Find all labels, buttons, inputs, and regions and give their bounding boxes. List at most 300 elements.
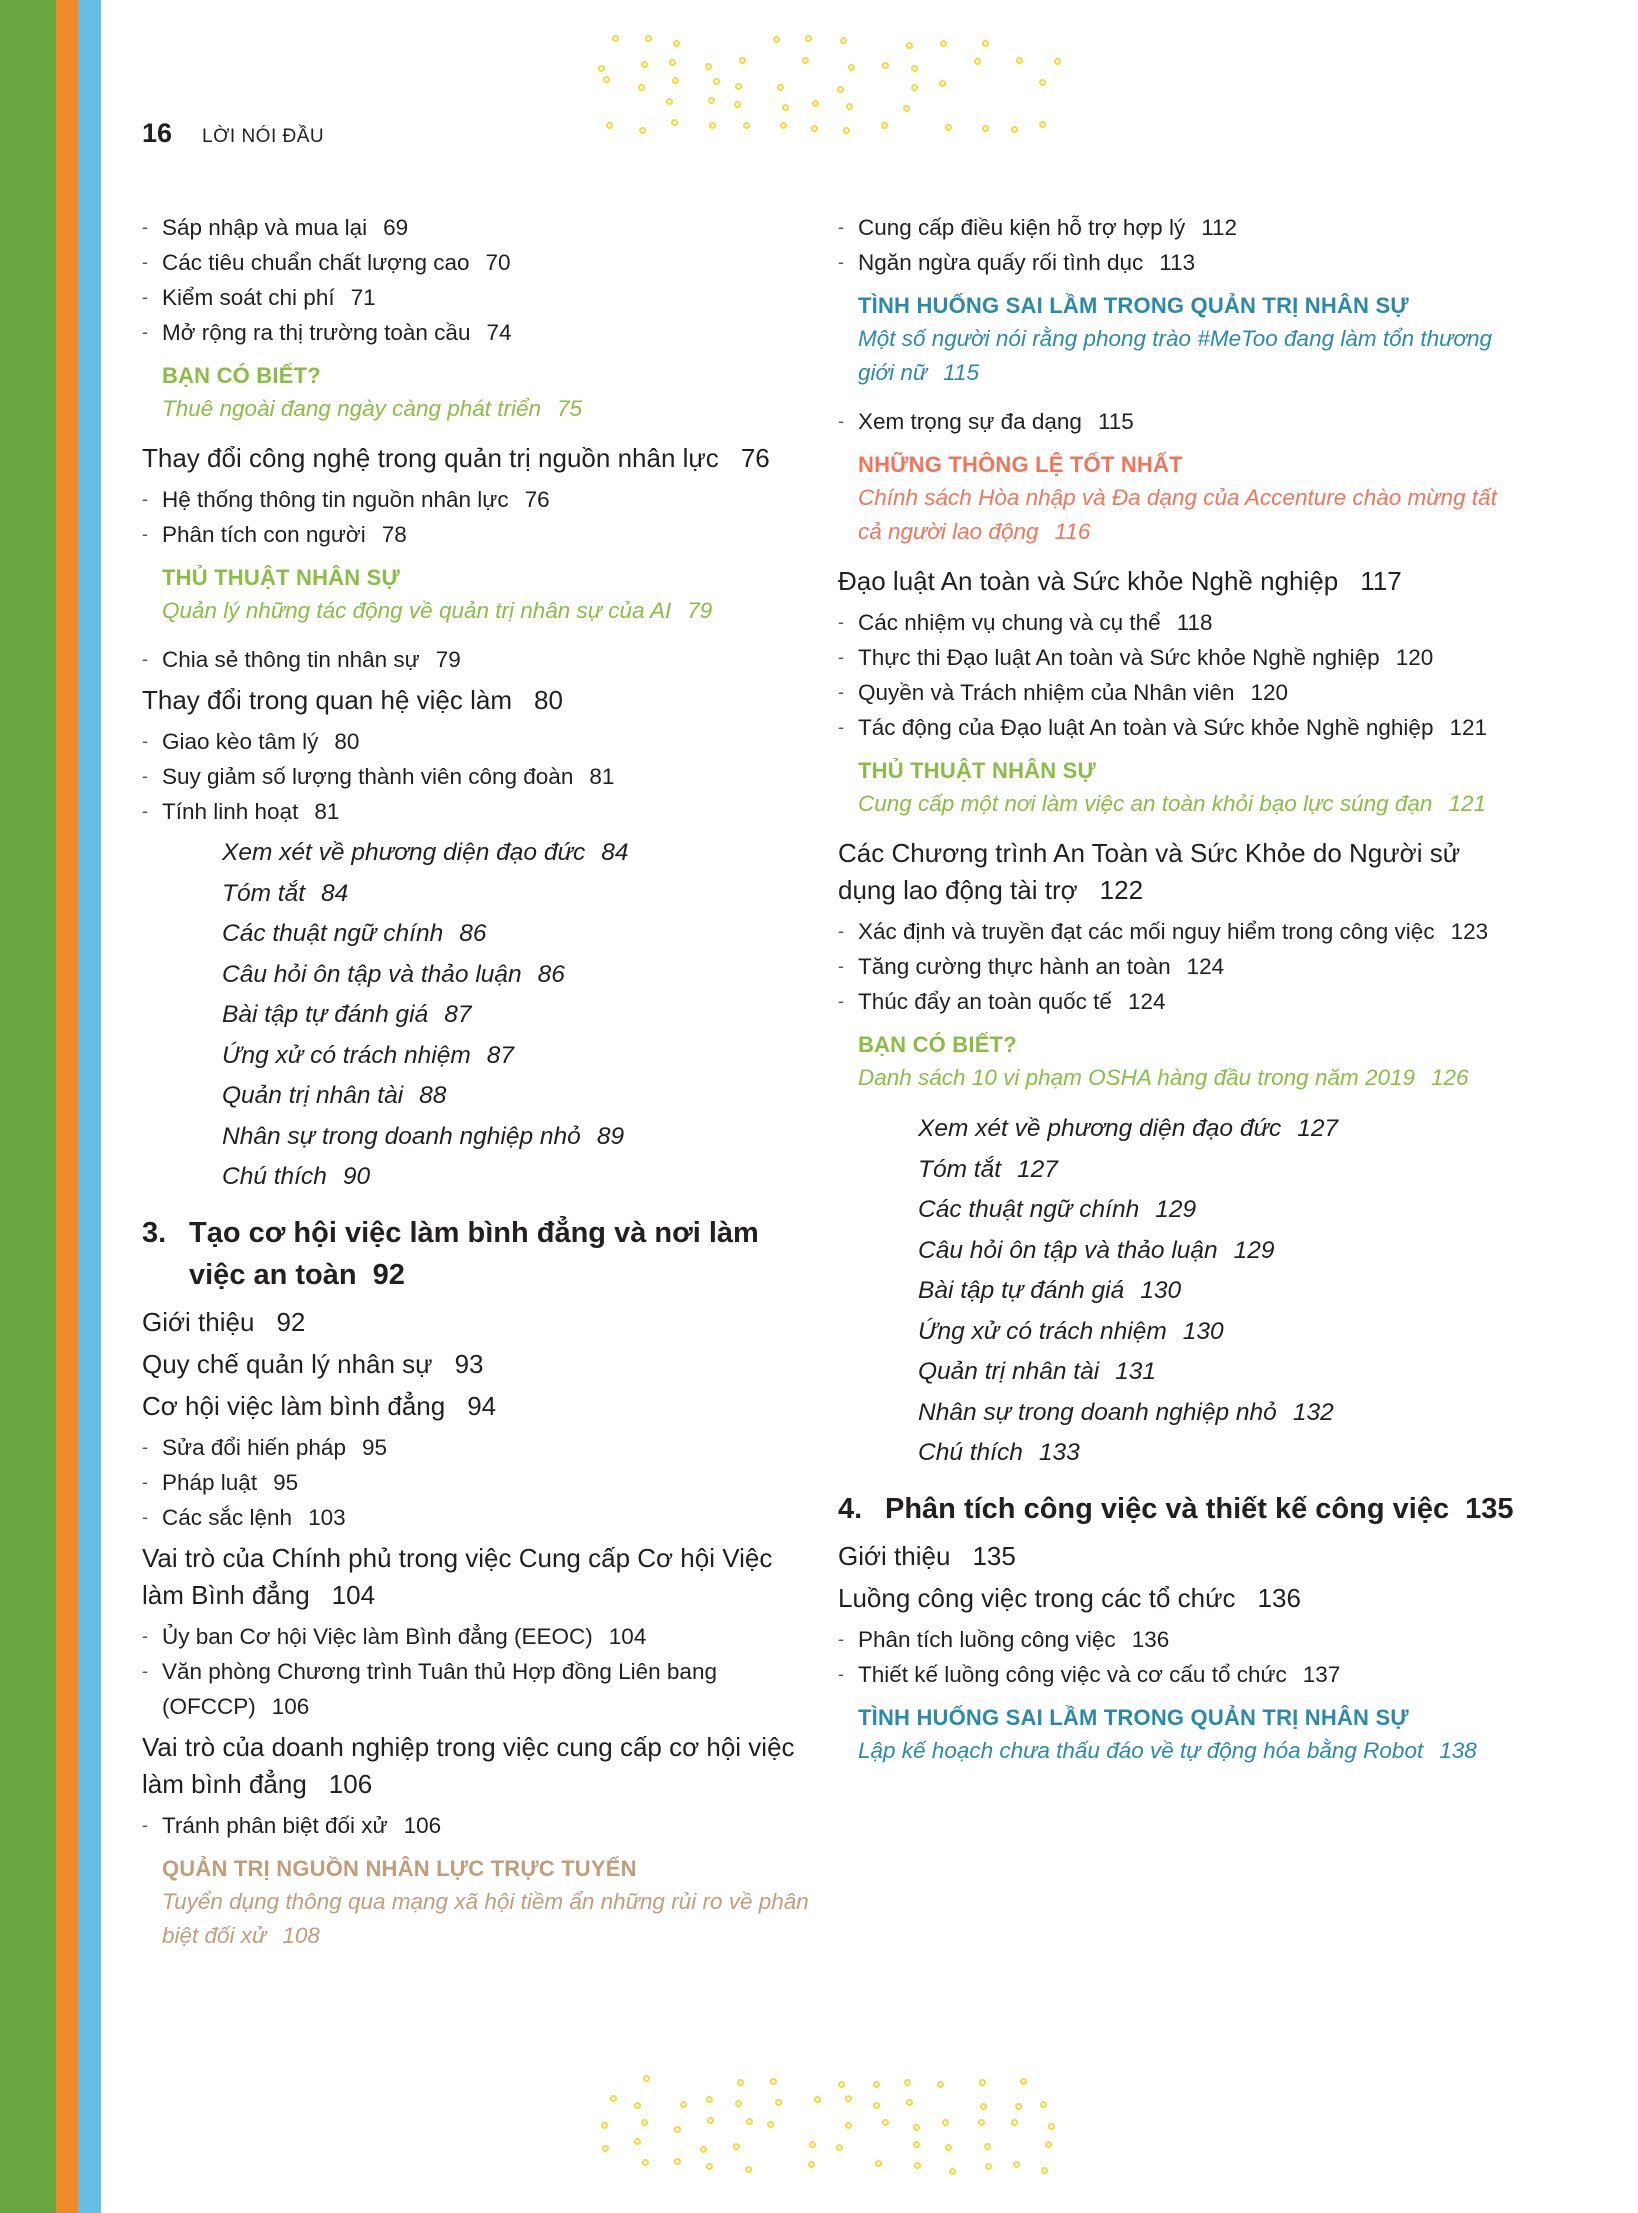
page-ref: 69 [383,215,409,240]
page-ref: 118 [1176,610,1213,635]
decorative-dot [775,2099,782,2106]
toc-sub-item[interactable]: - Tác động của Đạo luật An toàn và Sức khỏe Nghề nghiệp 121 [838,710,1518,745]
decorative-dot [903,105,910,112]
page-ref: 124 [1127,989,1166,1014]
dash-bullet: - [838,921,844,941]
toc-sub-item[interactable]: - Phân tích luồng công việc 136 [838,1622,1518,1657]
decorative-dot [913,2124,920,2131]
toc-sub-item[interactable]: - Các tiêu chuẩn chất lượng cao 70 [142,245,812,280]
toc-italic-item[interactable]: Các thuật ngữ chính 86 [222,920,487,947]
page-ref: 79 [687,598,713,623]
page-ref: 76 [524,487,550,512]
decorative-dot [673,40,680,47]
decorative-dot [1054,58,1061,65]
dash-bullet: - [838,411,844,431]
page-ref: 132 [1292,1398,1334,1426]
decorative-dot [672,77,679,84]
dash-bullet: - [142,287,148,307]
dash-bullet: - [142,252,148,272]
page-ref: 92 [276,1306,306,1337]
toc-entry[interactable]: Quy chế quản lý nhân sự 93 [142,1348,484,1379]
dash-bullet: - [838,956,844,976]
decorative-dot [873,2102,880,2109]
page-ref: 130 [1140,1277,1182,1304]
side-stripe-blue [78,0,101,2213]
decorative-dot [598,65,605,72]
decorative-dot [974,58,981,65]
sidebar-callout [858,1702,1518,1768]
page-ref: 78 [381,522,407,547]
page-ref: 112 [1201,215,1238,240]
decorative-dot [641,2119,648,2126]
dash-bullet: - [838,991,844,1011]
page-ref: 80 [534,685,563,715]
decorative-dot [906,2099,913,2106]
decorative-dot [979,2079,986,2086]
page-ref: 120 [1250,680,1289,705]
page-ref: 80 [334,729,360,754]
decorative-dot [734,101,741,108]
decorative-dot [836,2144,843,2151]
decorative-dot [680,2101,687,2108]
page-ref: 94 [467,1390,497,1421]
page-ref: 87 [486,1041,515,1069]
decorative-dot [875,2160,882,2167]
page-ref: 95 [273,1469,299,1495]
page-ref: 76 [740,443,770,473]
decorative-dots-bottom [597,2074,1087,2184]
page-ref: 121 [1448,791,1486,816]
decorative-dot [1048,2123,1055,2130]
toc-entry[interactable]: Đạo luật An toàn và Sức khỏe Nghề nghiệp 117 [838,566,1402,596]
chapter-end-list [918,1109,1518,1474]
page-ref: 115 [943,360,980,385]
decorative-dot [745,2166,752,2173]
decorative-dot [642,2159,649,2166]
page-ref: 129 [1233,1236,1275,1264]
page-ref: 104 [331,1579,376,1610]
page-ref: 84 [321,879,349,907]
decorative-dot [735,2100,742,2107]
callout-body: Một số người nói rằng phong trào #MeToo đang làm tổn thương giới nữ 115 [858,326,1493,385]
decorative-dot [603,76,610,83]
dash-bullet: - [142,1625,148,1646]
toc-entry[interactable]: Giới thiệu 135 [838,1540,1016,1571]
decorative-dot [739,57,746,64]
toc-entry[interactable]: Luồng công việc trong các tổ chức 136 [838,1582,1301,1613]
toc-sub-item[interactable]: - Sửa đổi hiến pháp 95 [142,1430,812,1465]
toc-italic-item[interactable]: Xem xét về phương diện đạo đức 84 [222,839,629,866]
page-ref: 103 [308,1504,346,1530]
dash-bullet: - [142,649,148,669]
decorative-dot [743,122,750,129]
callout-heading: NHỮNG THÔNG LỆ TỐT NHẤT [858,452,1183,477]
decorative-dot [812,100,819,107]
decorative-dot [845,2122,852,2129]
decorative-dot [904,2079,911,2086]
decorative-dot [808,2161,815,2168]
page-ref: 122 [1099,875,1144,905]
decorative-dot [1040,2101,1047,2108]
dash-bullet: - [838,1663,844,1684]
toc-sub-list [838,914,1518,1019]
chapter-number: 4. [838,1492,863,1525]
page-ref: 75 [557,396,583,421]
decorative-dot [838,2081,845,2088]
page-ref: 104 [608,1623,647,1649]
decorative-dot [713,78,720,85]
page-ref: 79 [435,647,461,672]
decorative-dot [780,122,787,129]
dash-bullet: - [838,1628,844,1649]
decorative-dot [733,2143,740,2150]
toc-sub-item[interactable]: - Văn phòng Chương trình Tuân thủ Hợp đồng Liên bang (OFCCP) 106 [142,1654,812,1724]
decorative-dot [669,59,676,66]
toc-sub-item[interactable]: - Tính linh hoạt 81 [142,794,812,829]
toc-sub-item[interactable]: - Các nhiệm vụ chung và cụ thể 118 [838,605,1518,640]
decorative-dot [645,35,652,42]
decorative-dot [1013,2161,1020,2168]
decorative-dot [845,2095,852,2102]
dash-bullet: - [838,717,844,737]
toc-sub-list [142,1808,812,1843]
dash-bullet: - [142,524,148,544]
toc-italic-item[interactable]: Tóm tắt 84 [222,879,349,907]
callout-heading: BẠN CÓ BIẾT? [858,1032,1017,1057]
decorative-dot [805,35,812,42]
page-ref: 136 [1131,1626,1170,1652]
page-ref: 108 [282,1922,320,1948]
toc-italic-item[interactable]: Quản trị nhân tài 131 [918,1358,1157,1385]
toc-sub-item[interactable]: - Thúc đẩy an toàn quốc tế 124 [838,984,1518,1019]
toc-italic-item[interactable]: Câu hỏi ôn tập và thảo luận 129 [918,1236,1275,1264]
decorative-dot [873,2081,880,2088]
toc-sub-item[interactable]: - Các sắc lệnh 103 [142,1500,812,1535]
decorative-dot [767,2121,774,2128]
decorative-dot [906,42,913,49]
toc-italic-item[interactable]: Ứng xử có trách nhiệm 130 [918,1317,1224,1345]
callout-body: Danh sách 10 vi phạm OSHA hàng đầu trong năm 2019 126 [858,1065,1469,1090]
page-ref: 89 [596,1122,625,1150]
chapter-title: Phân tích công việc và thiết kế công việc [885,1492,1450,1525]
sidebar-callout [162,562,812,628]
decorative-dot [708,97,715,104]
page-ref: 71 [350,285,376,310]
decorative-dot [674,2158,681,2165]
decorative-dot [643,2075,650,2082]
toc-sub-item[interactable]: - Ngăn ngừa quấy rối tình dục 113 [838,245,1518,280]
decorative-dot [1041,2167,1048,2174]
page-ref: 120 [1395,645,1434,670]
decorative-dot [1011,2119,1018,2126]
decorative-dot [814,2096,821,2103]
toc-sub-list [142,210,812,350]
page-ref: 86 [459,920,487,947]
dash-bullet: - [142,731,148,751]
decorative-dot [610,2095,617,2102]
page-ref: 127 [1297,1115,1339,1142]
decorative-dot [602,2145,609,2152]
callout-body: Lập kế hoạch chưa thấu đáo về tự động hóa bằng Robot 138 [858,1737,1477,1763]
toc-sub-item[interactable]: - Xem trọng sự đa dạng 115 [838,404,1518,439]
chapter-end-list [222,833,812,1198]
decorative-dot [802,57,809,64]
page-ref: 135 [972,1540,1016,1571]
page-ref: 123 [1450,919,1489,944]
chapter-number: 3. [142,1216,167,1249]
toc-italic-item[interactable]: Tóm tắt 127 [918,1155,1058,1183]
callout-heading: QUẢN TRỊ NGUỒN NHÂN LỰC TRỰC TUYẾN [162,1855,637,1881]
page-ref: 81 [589,764,615,789]
toc-sub-item[interactable]: - Quyền và Trách nhiệm của Nhân viên 120 [838,675,1518,710]
decorative-dot [770,2078,777,2085]
dash-bullet: - [142,322,148,342]
sidebar-callout [162,360,812,426]
toc-italic-item[interactable]: Bài tập tự đánh giá 87 [222,1001,472,1028]
sidebar-callout [858,755,1518,821]
decorative-dot [913,2141,920,2148]
decorative-dot [746,2118,753,2125]
toc-entry[interactable]: Vai trò của doanh nghiệp trong việc cung cấp cơ hội việc làm bình đẳng 106 [142,1731,795,1799]
toc-entry[interactable]: Thay đổi công nghệ trong quản trị nguồn nhân lực 76 [142,443,770,473]
toc-sub-item[interactable]: - Tránh phân biệt đối xử 106 [142,1808,812,1843]
page-ref: 90 [342,1163,371,1190]
decorative-dot [700,2146,707,2153]
decorative-dot [882,2119,889,2126]
callout-body: Tuyển dụng thông qua mạng xã hội tiềm ẩn những rủi ro về phân biệt đối xử 108 [162,1888,809,1948]
page-ref: 133 [1038,1439,1080,1466]
decorative-dot [982,40,989,47]
side-stripe-orange [56,0,78,2213]
page-ref: 124 [1186,954,1225,979]
decorative-dot [634,2138,641,2145]
dash-bullet: - [838,647,844,667]
toc-entry[interactable]: Cơ hội việc làm bình đẳng 94 [142,1390,497,1421]
decorative-dot [1039,121,1046,128]
page-number: 16 [142,118,173,148]
toc-sub-list [838,1622,1518,1692]
dash-bullet: - [838,217,844,237]
callout-body: Quản lý những tác động về quản trị nhân sự của AI 79 [162,598,713,623]
page-ref: 74 [486,320,512,345]
decorative-dot [882,62,889,69]
dash-bullet: - [142,766,148,786]
toc-sub-item[interactable]: - Chia sẻ thông tin nhân sự 79 [142,642,812,677]
page-header [142,118,324,149]
toc-sub-item[interactable]: - Thực thi Đạo luật An toàn và Sức khỏe Nghề nghiệp 120 [838,640,1518,675]
chapter-heading[interactable] [142,1212,812,1296]
decorative-dot [706,2163,713,2170]
callout-heading: TÌNH HUỐNG SAI LẦM TRONG QUẢN TRỊ NHÂN SỰ [858,293,1409,318]
callout-heading: THỦ THUẬT NHÂN SỰ [858,758,1096,783]
decorative-dot [939,80,946,87]
toc-italic-item[interactable]: Ứng xử có trách nhiệm 87 [222,1041,515,1069]
decorative-dot [945,124,952,131]
toc-entry[interactable]: Thay đổi trong quan hệ việc làm 80 [142,685,563,715]
toc-italic-item[interactable]: Chú thích 90 [222,1163,371,1190]
page-ref: 106 [403,1812,442,1838]
sidebar-callout [162,1853,812,1953]
toc-sub-item[interactable]: - Cung cấp điều kiện hỗ trợ hợp lý 112 [838,210,1518,245]
page-ref: 117 [1360,566,1402,596]
decorative-dot [980,2103,987,2110]
toc-sub-list [142,1430,812,1535]
page-ref: 106 [328,1768,373,1799]
chapter-heading[interactable] [838,1488,1518,1530]
toc-sub-list [838,605,1518,745]
toc-entry[interactable]: Vai trò của Chính phủ trong việc Cung cấp Cơ hội Việc làm Bình đẳng 104 [142,1542,773,1610]
toc-italic-item[interactable]: Nhân sự trong doanh nghiệp nhỏ 89 [222,1122,625,1150]
dash-bullet: - [142,801,148,821]
page-ref: 84 [601,839,629,866]
page-ref: 121 [1449,715,1487,740]
decorative-dot [914,2162,921,2169]
dash-bullet: - [142,1471,148,1492]
toc-italic-item[interactable]: Câu hỏi ôn tập và thảo luận 86 [222,960,565,988]
page-ref: 126 [1431,1065,1469,1090]
toc-sub-item[interactable]: - Suy giảm số lượng thành viên công đoàn 81 [142,759,812,794]
decorative-dot [984,2143,991,2150]
toc-sub-item[interactable]: - Sáp nhập và mua lại 69 [142,210,812,245]
decorative-dot [707,2117,714,2124]
decorative-dot [666,98,673,105]
dash-bullet: - [838,682,844,702]
decorative-dot [811,125,818,132]
dash-bullet: - [142,1506,148,1527]
dash-bullet: - [142,1660,148,1681]
toc-sub-item[interactable]: - Phân tích con người 78 [142,517,812,552]
decorative-dot [671,119,678,126]
decorative-dot [1015,2103,1022,2110]
dash-bullet: - [838,252,844,272]
toc-italic-item[interactable]: Chú thích 133 [918,1439,1080,1466]
decorative-dot [1016,57,1023,64]
decorative-dot [706,2096,713,2103]
decorative-dot [942,2119,949,2126]
toc-italic-item[interactable]: Các thuật ngữ chính 129 [918,1196,1197,1223]
page-ref: 95 [361,1434,387,1460]
toc-italic-item[interactable]: Nhân sự trong doanh nghiệp nhỏ 132 [918,1398,1334,1426]
decorative-dot [840,37,847,44]
callout-heading: TÌNH HUỐNG SAI LẦM TRONG QUẢN TRỊ NHÂN SỰ [858,1704,1409,1730]
toc-right-column [838,210,1518,1782]
decorative-dot [978,2119,985,2126]
dash-bullet: - [142,489,148,509]
decorative-dot [777,84,784,91]
callout-body: Cung cấp một nơi làm việc an toàn khỏi bạo lực súng đạn 121 [858,791,1486,816]
decorative-dot [705,63,712,70]
page-ref: 113 [1159,250,1196,275]
decorative-dots-top [597,34,1087,144]
decorative-dot [606,122,613,129]
decorative-dot [612,35,619,42]
toc-sub-list [142,642,812,677]
callout-body: Thuê ngoài đang ngày càng phát triển 75 [162,396,583,421]
side-stripe-green [0,0,56,2213]
toc-italic-item[interactable]: Quản trị nhân tài 88 [222,1082,447,1109]
page-ref: 86 [537,960,565,988]
decorative-dot [1011,126,1018,133]
page-ref: 131 [1115,1358,1157,1385]
toc-sub-item[interactable]: - Kiểm soát chi phí 71 [142,280,812,315]
toc-entry[interactable]: Giới thiệu 92 [142,1306,306,1337]
decorative-dot [639,127,646,134]
decorative-dot [601,2122,608,2129]
callout-heading: BẠN CÓ BIẾT? [162,363,321,388]
toc-sub-list [142,724,812,829]
dash-bullet: - [838,612,844,632]
decorative-dot [674,2126,681,2133]
toc-italic-item[interactable]: Xem xét về phương diện đạo đức 127 [918,1115,1339,1142]
decorative-dot [982,125,989,132]
page-ref: 116 [1054,519,1091,544]
toc-entry[interactable]: Các Chương trình An Toàn và Sức Khỏe do Người sử dụng lao động tài trợ 122 [838,838,1461,905]
toc-left-column [142,210,812,1967]
toc-sub-item[interactable]: - Xác định và truyền đạt các mối nguy hiểm trong công việc 123 [838,914,1518,949]
page-ref: 127 [1017,1155,1058,1183]
decorative-dot [782,104,789,111]
sidebar-callout [858,290,1518,390]
decorative-dot [843,127,850,134]
page-ref: 137 [1302,1661,1341,1687]
toc-sub-item[interactable]: - Giao kèo tâm lý 80 [142,724,812,759]
page-ref: 115 [1097,409,1134,434]
decorative-dot [949,2168,956,2175]
decorative-dot [846,103,853,110]
decorative-dot [881,122,888,129]
decorative-dot [985,2163,992,2170]
page-ref: 106 [271,1693,310,1719]
decorative-dot [638,84,645,91]
toc-sub-list [142,482,812,552]
dash-bullet: - [142,1814,148,1835]
toc-sub-item[interactable]: - Pháp luật 95 [142,1465,812,1500]
page-ref: 93 [454,1348,484,1379]
decorative-dot [737,2079,744,2086]
page-ref: 87 [444,1001,472,1028]
decorative-dot [945,2144,952,2151]
toc-italic-item[interactable]: Bài tập tự đánh giá 130 [918,1277,1182,1304]
page-ref: 70 [485,250,511,275]
page-ref: 138 [1439,1737,1477,1763]
decorative-dot [911,84,918,91]
callout-body: Chính sách Hòa nhập và Đa dạng của Accenture chào mừng tất cả người lao động 116 [858,485,1497,544]
decorative-dot [1045,2141,1052,2148]
chapter-title: Tạo cơ hội việc làm bình đẳng và nơi làm việc an toàn [189,1216,759,1291]
toc-sub-item[interactable]: - Mở rộng ra thị trường toàn cầu 74 [142,315,812,350]
page-ref: 130 [1182,1317,1224,1345]
decorative-dot [940,40,947,47]
page-ref: 92 [372,1258,405,1291]
toc-sub-list [838,210,1518,280]
page-ref: 136 [1257,1582,1301,1613]
decorative-dot [1020,2078,1027,2085]
page-ref: 129 [1155,1196,1197,1223]
toc-sub-item[interactable]: - Hệ thống thông tin nguồn nhân lực 76 [142,482,812,517]
toc-sub-list [142,1619,812,1724]
toc-sub-item[interactable]: - Ủy ban Cơ hội Việc làm Bình đẳng (EEOC) 104 [142,1619,812,1654]
toc-sub-item[interactable]: - Thiết kế luồng công việc và cơ cấu tổ chức 137 [838,1657,1518,1692]
toc-sub-item[interactable]: - Tăng cường thực hành an toàn 124 [838,949,1518,984]
decorative-dot [634,2102,641,2109]
decorative-dot [911,65,918,72]
page-ref: 81 [314,799,340,824]
decorative-dot [1039,79,1046,86]
dash-bullet: - [142,1436,148,1457]
decorative-dot [709,122,716,129]
running-head: LỜI NÓI ĐẦU [202,126,325,147]
toc-sub-list [838,404,1518,439]
